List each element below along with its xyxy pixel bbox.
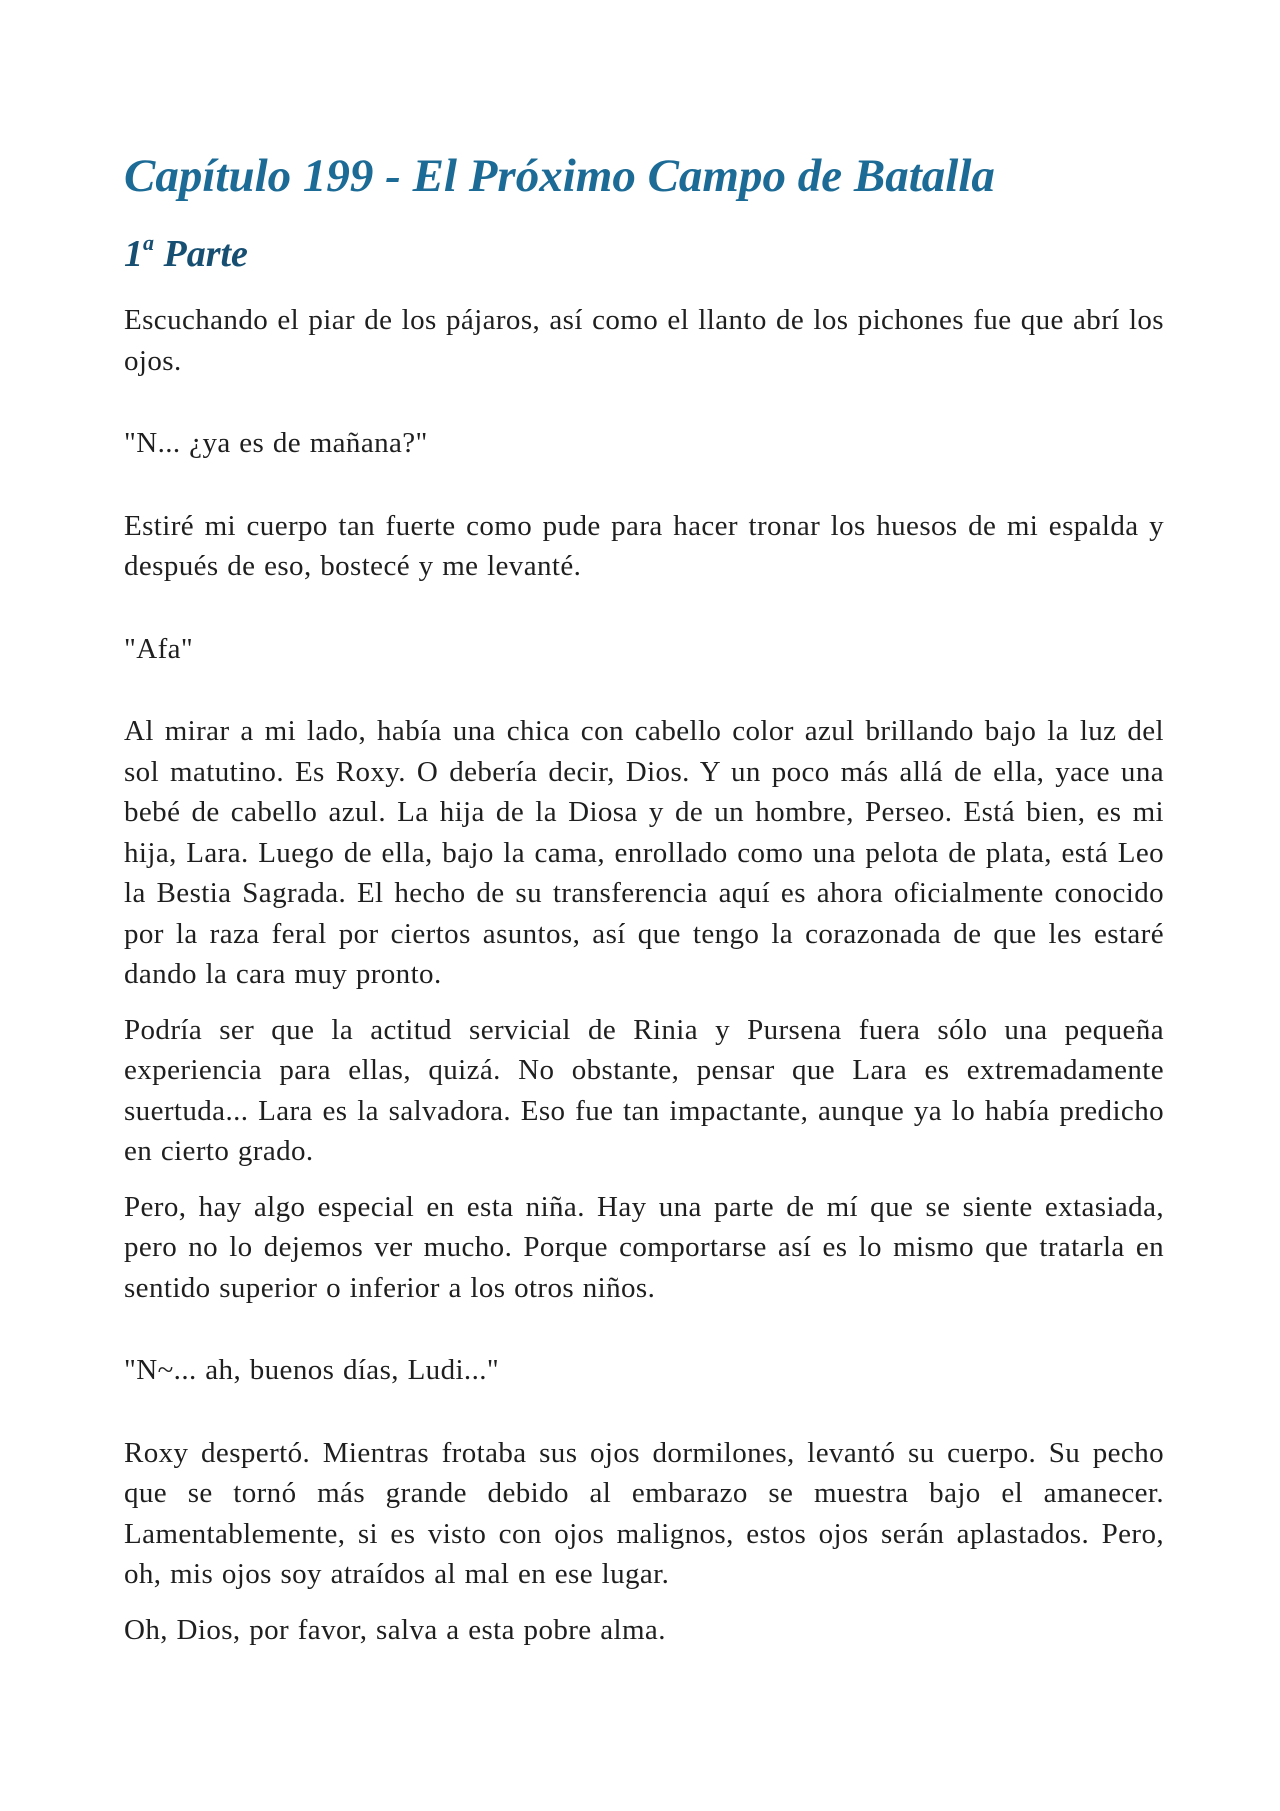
- part-title-word: Parte: [163, 233, 248, 275]
- dialogue-line: "Afa": [124, 632, 194, 665]
- part-title-ordinal: a: [143, 230, 154, 255]
- paragraph: Podría ser que la actitud servicial de Rinia y Pursena fuera sólo una pequeña experiencia para ellas, quizá. No obstante, pensar que Lara es extremadamente suertuda... Lara es la salvadora. Eso fue tan impactante, aunque ya lo había predicho en cierto grado.: [124, 1013, 1164, 1167]
- dialogue-line: "N~... ah, buenos días, Ludi...": [124, 1354, 500, 1386]
- part-title-number: 1: [124, 233, 143, 275]
- paragraph: Escuchando el piar de los pájaros, así como el llanto de los pichones fue que abrí los ojos.: [124, 304, 1164, 377]
- paragraph: Estiré mi cuerpo tan fuerte como pude para hacer tronar los huesos de mi espalda y después de eso, bostecé y me levanté.: [124, 509, 1164, 582]
- document-page: [124, 140, 1164, 1665]
- body-text: [124, 284, 1164, 1650]
- paragraph: Roxy despertó. Mientras frotaba sus ojos dormilones, levantó su cuerpo. Su pecho que se tornó más grande debido al embarazo se muestra bajo el amanecer. Lamentablemente, si es visto con ojos malignos, estos ojos serán aplastados. Pero, oh, mis ojos soy atraídos al mal en ese lugar.: [124, 1436, 1164, 1590]
- dialogue-line: "N... ¿ya es de mañana?": [124, 427, 428, 459]
- paragraph: Oh, Dios, por favor, salva a esta pobre alma.: [124, 1613, 666, 1646]
- paragraph: Al mirar a mi lado, había una chica con cabello color azul brillando bajo la luz del sol matutino. Es Roxy. O debería decir, Dios. Y un poco más allá de ella, yace una bebé de cabello azul. La hija de la Diosa y de un hombre, Perseo. Está bien, es mi hija, Lara. Luego de ella, bajo la cama, enrollado como una pelota de plata, está Leo la Bestia Sagrada. El hecho de su transferencia aquí es ahora oficialmente conocido por la raza feral por ciertos asuntos, así que tengo la corazonada de que les estaré dando la cara muy pronto.: [124, 715, 1164, 990]
- paragraph: Pero, hay algo especial en esta niña. Hay una parte de mí que se siente extasiada, pero no lo dejemos ver mucho. Porque comportarse así es lo mismo que tratarla en sentido superior o inferior a los otros niños.: [124, 1190, 1164, 1304]
- chapter-title: Capítulo 199 - El Próximo Campo de Batalla: [124, 150, 995, 202]
- part-title: [124, 212, 1164, 284]
